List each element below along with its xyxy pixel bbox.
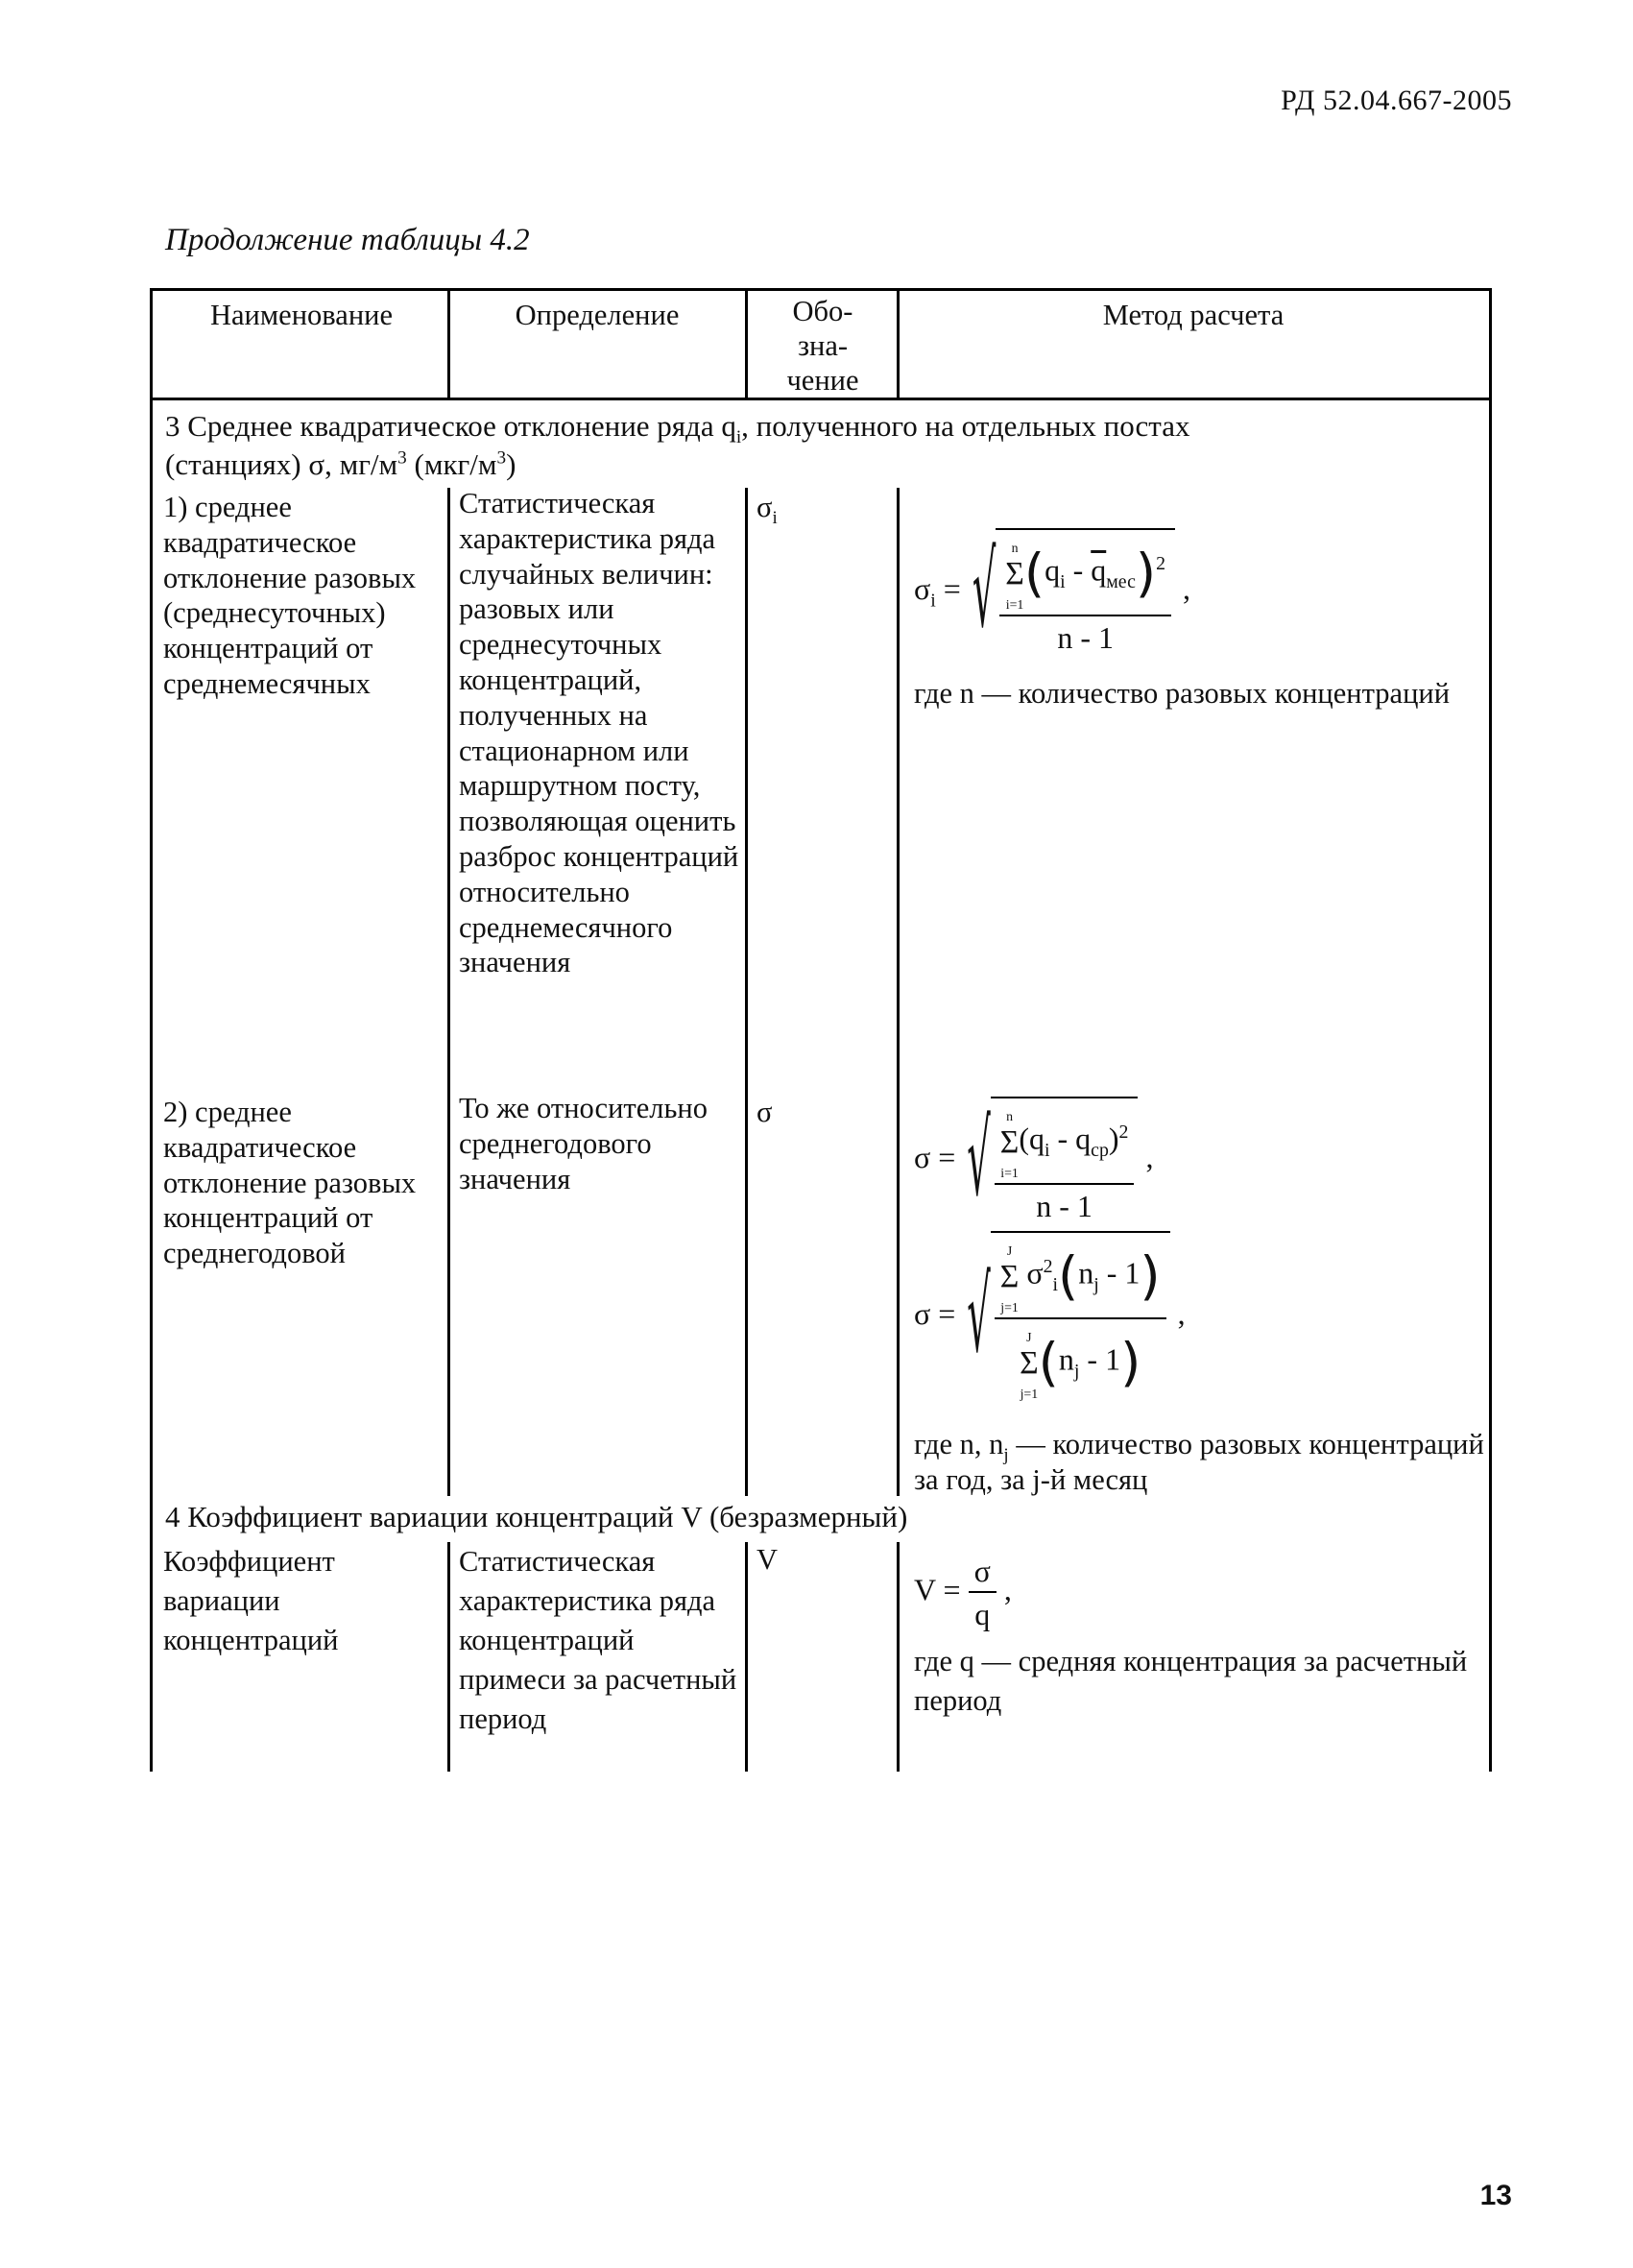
row3-definition: Статистическая характеристика ряда концентраций примеси за расчетный период — [459, 1545, 737, 1735]
formula-sigma-i: $\sigma_i$ = √ n Σ $i=1(q_i - \overline{q}_{мес})^2$ n - 1 , — [914, 528, 1190, 656]
body-sep-2b — [745, 1542, 748, 1772]
row1-name: 1) среднее квадратическое отклонение разовых (среднесуточных) концентраций от среднемесячных — [163, 491, 417, 700]
section-3-title-a: 3 Среднее квадратическое отклонение ряда q — [165, 409, 736, 443]
sup-unit-1: 3 — [397, 447, 407, 469]
row1-symbol-sub: i — [772, 508, 778, 529]
section-3-title — [165, 407, 1480, 484]
page-number: 13 — [1479, 2180, 1512, 2211]
header-sep-2 — [745, 288, 748, 399]
row1-symbol-main: σ — [756, 491, 773, 523]
body-sep-1a — [447, 488, 450, 1496]
formula-v: V = $\frac{\sigma}{q}$ , — [914, 1554, 1012, 1631]
table-left-border — [150, 288, 153, 1772]
body-sep-2a — [745, 488, 748, 1496]
col-header-name: Наименование — [209, 299, 393, 331]
document-code: РД 52.04.667-2005 — [1281, 84, 1512, 116]
row2-definition: То же относительно среднегодового значения — [459, 1092, 708, 1195]
row2-name: 2) среднее квадратическое отклонение разовых концентраций от среднегодовой — [163, 1096, 417, 1270]
row2-note-sub: j — [1003, 1445, 1009, 1466]
table-caption: Продолжение таблицы 4.2 — [165, 223, 530, 257]
row3-symbol: V — [756, 1543, 779, 1576]
row2-note-b: — количество разовых концентраций за год, за j-й месяц — [914, 1428, 1484, 1496]
col-header-definition: Определение — [515, 299, 680, 331]
table-right-border — [1489, 288, 1492, 1772]
formula-sigma-year: σ = √ n Σ $i=1(q_i - q_{ср})^2$ n - 1 , — [914, 1097, 1153, 1224]
table-top-border — [150, 288, 1492, 291]
row1-note: где n — количество разовых концентраций — [914, 677, 1451, 710]
row1-definition: Статистическая характеристика ряда случайных величин: разовых или среднесуточных концентраций, полученных на стационарном или маршрутном посту, позволяющая оценить разброс концентраций относительно среднемесячного значения — [459, 487, 739, 979]
body-sep-3a — [897, 488, 900, 1496]
header-sep-1 — [447, 288, 450, 399]
col-header-symbol: Обо- зна- чение — [786, 295, 859, 397]
section-3-title-c: (станциях) σ, мг/м — [165, 447, 398, 481]
sup-unit-2: 3 — [496, 447, 507, 469]
section-4-title: 4 Коэффициент вариации концентраций V (безразмерный) — [165, 1500, 908, 1533]
header-sep-3 — [897, 288, 900, 399]
section-3-title-d: (мкг/м — [406, 447, 497, 481]
row2-note-a: где n, n — [914, 1428, 1004, 1460]
section-3-title-b: , полученного на отдельных постах — [741, 409, 1190, 443]
row3-note: где q — средняя концентрация за расчетный период — [914, 1645, 1468, 1717]
row2-symbol: σ — [756, 1096, 773, 1128]
row3-name: Коэффициент вариации концентраций — [163, 1545, 339, 1656]
col-header-method: Метод расчета — [1102, 299, 1285, 331]
row2-note — [914, 1427, 1486, 1498]
body-sep-1b — [447, 1542, 450, 1772]
formula-sigma-months: σ = √ J Σ j=1 $\sigma^2_i(n_j - 1)$ J Σ $j=1(n_j - 1)$ , — [914, 1231, 1186, 1403]
row1-symbol — [756, 490, 891, 529]
section-3-title-e: ) — [506, 447, 516, 481]
table-4-2 — [150, 288, 1492, 1772]
section-3-title-sub: i — [735, 427, 742, 448]
header-bottom-border — [150, 398, 1492, 400]
body-sep-3b — [897, 1542, 900, 1772]
